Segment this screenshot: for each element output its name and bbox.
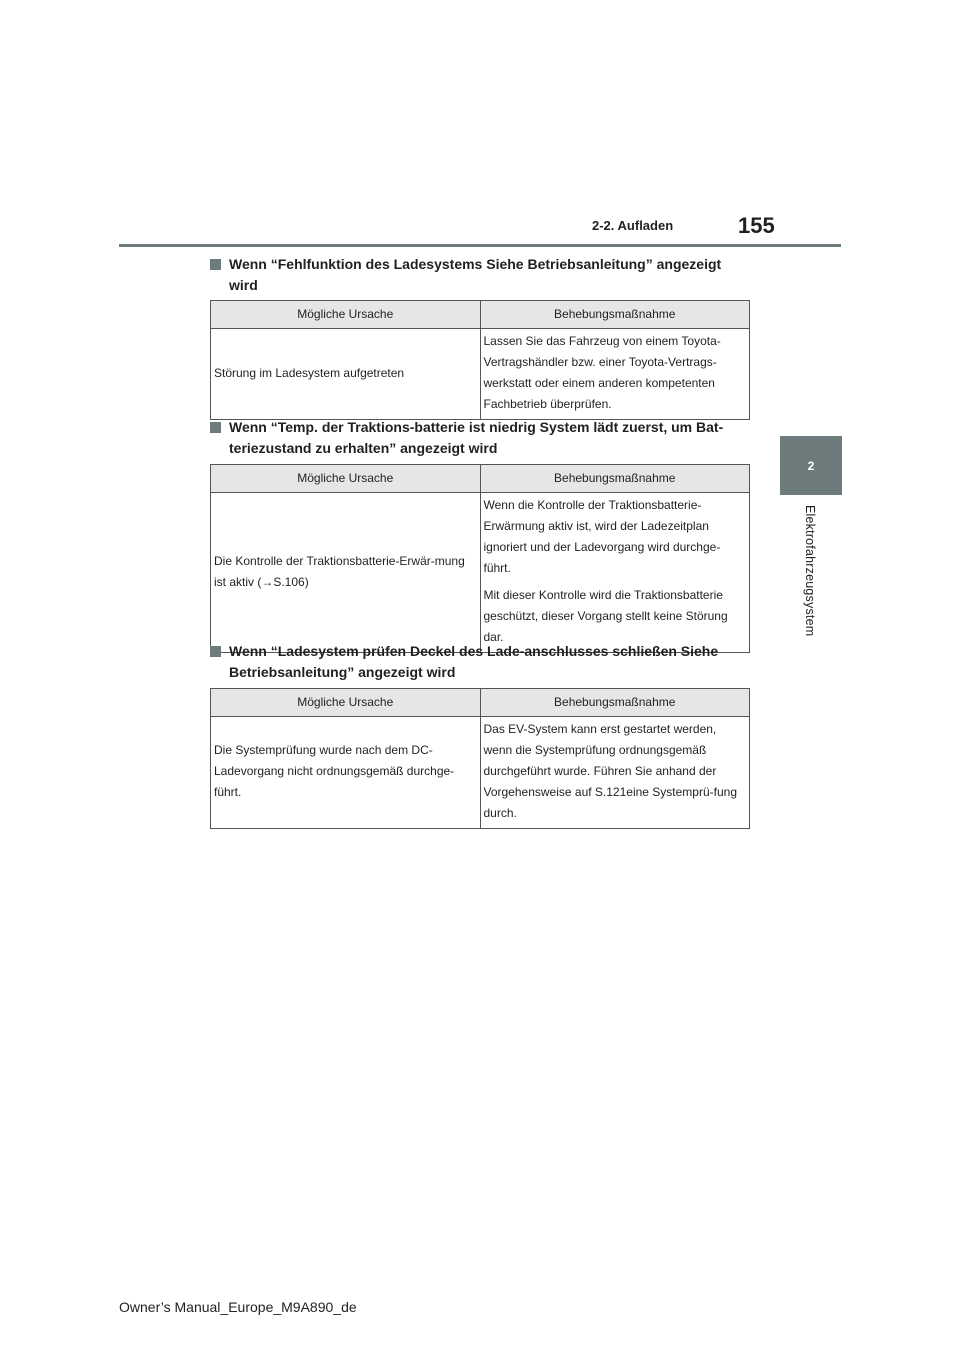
chapter-label: Elektrofahrzeugsystem	[803, 505, 817, 637]
square-bullet-icon	[210, 259, 221, 270]
table-row	[211, 329, 750, 420]
square-bullet-icon	[210, 422, 221, 433]
remedy-text: Mit dieser Kontrolle wird die Traktionsbatterie geschützt, dieser Vorgang stellt keine Störung dar.	[483, 588, 728, 644]
section-heading-text: Wenn “Ladesystem prüfen Deckel des Lade-anschlusses schließen Siehe Betriebsanleitung” angezeigt wird	[229, 643, 719, 680]
header-section-title: 2-2. Aufladen	[592, 218, 674, 233]
column-header-cause: Mögliche Ursache	[211, 465, 481, 493]
chapter-number: 2	[807, 458, 815, 473]
column-header-remedy: Behebungsmaßnahme	[480, 301, 750, 329]
section-heading-text: Wenn “Fehlfunktion des Ladesystems Siehe Betriebsanleitung” angezeigt wird	[229, 256, 722, 293]
chapter-tab	[780, 436, 842, 495]
column-header-cause: Mögliche Ursache	[211, 301, 481, 329]
square-bullet-icon	[210, 646, 221, 657]
column-header-remedy: Behebungsmaßnahme	[480, 689, 750, 717]
remedy-cell	[480, 329, 750, 420]
section-heading	[210, 254, 750, 296]
section-heading	[210, 641, 750, 683]
table-header-row	[211, 301, 750, 329]
header-rule	[119, 244, 841, 247]
info-table	[210, 300, 750, 420]
column-header-remedy: Behebungsmaßnahme	[480, 465, 750, 493]
remedy-cell	[480, 717, 750, 829]
cause-text: Störung im Ladesystem aufgetreten	[214, 365, 405, 380]
table-row	[211, 717, 750, 829]
column-header-cause: Mögliche Ursache	[211, 689, 481, 717]
cause-cell	[211, 329, 481, 420]
table-header-row	[211, 689, 750, 717]
remedy-cell	[480, 493, 750, 653]
cause-text: Die Kontrolle der Traktionsbatterie-Erwär-mung ist aktiv (→S.106)	[214, 553, 465, 589]
cause-cell	[211, 717, 481, 829]
info-table	[210, 464, 750, 653]
section-heading	[210, 417, 750, 459]
info-table	[210, 688, 750, 829]
remedy-text: Wenn die Kontrolle der Traktionsbatterie-Erwärmung aktiv ist, wird der Ladezeitplan ignoriert und der Ladevorgang wird durchge-führt.	[483, 498, 721, 575]
table-row	[211, 493, 750, 653]
remedy-text: Das EV-System kann erst gestartet werden, wenn die Systemprüfung ordnungsgemäß durchgeführt wurde. Führen Sie anhand der Vorgehensweise auf S.121eine Systemprü-fung durch.	[483, 722, 737, 820]
cause-cell	[211, 493, 481, 653]
table-header-row	[211, 465, 750, 493]
remedy-text: Lassen Sie das Fahrzeug von einem Toyota-Vertragshändler bzw. einer Toyota-Vertrags-werkstatt oder einem anderen kompetenten Fachbetrieb überprüfen.	[483, 334, 721, 411]
page-number: 155	[738, 213, 775, 238]
section-heading-text: Wenn “Temp. der Traktions-batterie ist niedrig System lädt zuerst, um Bat-teriezustand zu erhalten” angezeigt wird	[229, 419, 724, 456]
cause-text: Die Systemprüfung wurde nach dem DC-Ladevorgang nicht ordnungsgemäß durchge-führt.	[214, 743, 455, 799]
footer-manual-id: Owner’s Manual_Europe_M9A890_de	[119, 1299, 357, 1315]
